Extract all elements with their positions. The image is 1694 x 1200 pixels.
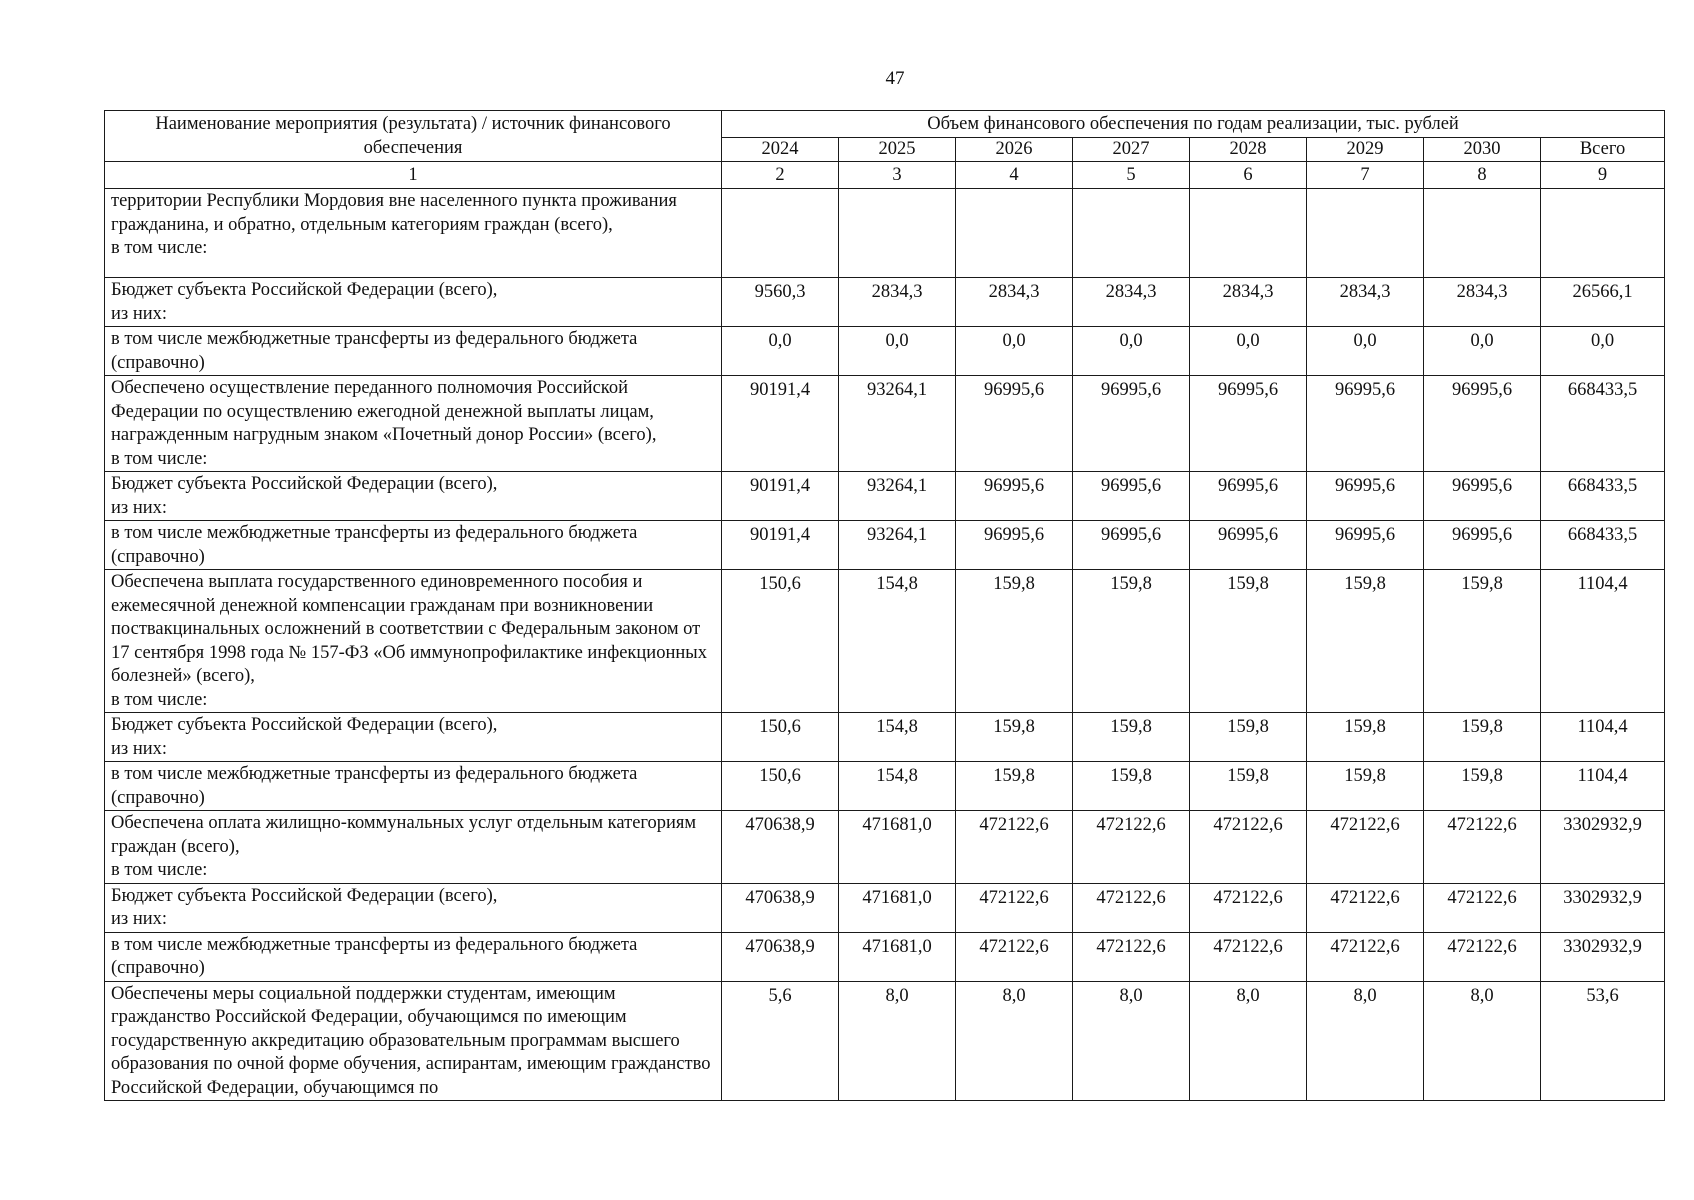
row-year-value: 9560,3: [722, 278, 839, 327]
row-year-value: 159,8: [1190, 570, 1307, 713]
column-number: 1: [105, 162, 722, 189]
row-year-value: 159,8: [1190, 762, 1307, 811]
table-row: [105, 278, 1665, 327]
row-total-value: 668433,5: [1541, 472, 1665, 521]
row-name: Обеспечено осуществление переданного полномочия Российской Федерации по осуществлению ежегодной денежной выплаты лицам, награжденным нагрудным знаком «Почетный донор России» (всего), в том числе:: [105, 376, 722, 472]
row-total-value: 3302932,9: [1541, 932, 1665, 981]
row-year-value: 472122,6: [1307, 883, 1424, 932]
row-year-value: [956, 189, 1073, 278]
row-year-value: 472122,6: [1190, 883, 1307, 932]
row-year-value: 96995,6: [956, 376, 1073, 472]
row-year-value: 96995,6: [1190, 521, 1307, 570]
row-year-value: 471681,0: [839, 811, 956, 884]
row-year-value: 472122,6: [956, 883, 1073, 932]
row-year-value: 0,0: [956, 327, 1073, 376]
row-year-value: [722, 189, 839, 278]
row-year-value: 0,0: [1424, 327, 1541, 376]
row-year-value: [1307, 189, 1424, 278]
row-year-value: 159,8: [1307, 762, 1424, 811]
row-year-value: 159,8: [1073, 762, 1190, 811]
row-year-value: 90191,4: [722, 472, 839, 521]
row-year-value: 159,8: [1073, 570, 1190, 713]
row-year-value: 93264,1: [839, 376, 956, 472]
column-number: 4: [956, 162, 1073, 189]
row-year-value: 90191,4: [722, 521, 839, 570]
row-year-value: 154,8: [839, 762, 956, 811]
table-row: [105, 811, 1665, 884]
row-year-value: [1190, 189, 1307, 278]
row-name: Обеспечена оплата жилищно-коммунальных услуг отдельным категориям граждан (всего), в том числе:: [105, 811, 722, 884]
row-year-value: 96995,6: [1424, 521, 1541, 570]
year-header-2028: 2028: [1190, 137, 1307, 162]
table-row: [105, 981, 1665, 1101]
row-year-value: 96995,6: [1073, 376, 1190, 472]
row-total-value: 26566,1: [1541, 278, 1665, 327]
row-year-value: 472122,6: [956, 932, 1073, 981]
row-year-value: 0,0: [839, 327, 956, 376]
row-year-value: 8,0: [839, 981, 956, 1101]
row-year-value: 472122,6: [1307, 811, 1424, 884]
column-number: 7: [1307, 162, 1424, 189]
row-name: в том числе межбюджетные трансферты из федерального бюджета (справочно): [105, 521, 722, 570]
financing-table: [104, 110, 1665, 1101]
row-year-value: 2834,3: [1190, 278, 1307, 327]
row-year-value: 96995,6: [1190, 472, 1307, 521]
row-year-value: 472122,6: [1424, 811, 1541, 884]
row-name: Бюджет субъекта Российской Федерации (всего), из них:: [105, 472, 722, 521]
year-header-2029: 2029: [1307, 137, 1424, 162]
table-row: [105, 327, 1665, 376]
row-year-value: 8,0: [1073, 981, 1190, 1101]
year-header-2027: 2027: [1073, 137, 1190, 162]
page-number: 47: [885, 68, 905, 89]
row-year-value: 472122,6: [1073, 932, 1190, 981]
row-total-value: 53,6: [1541, 981, 1665, 1101]
row-year-value: 0,0: [1073, 327, 1190, 376]
row-year-value: 154,8: [839, 713, 956, 762]
row-year-value: 159,8: [1424, 570, 1541, 713]
row-year-value: [1073, 189, 1190, 278]
table-body: [105, 189, 1665, 1101]
row-year-value: 159,8: [956, 762, 1073, 811]
column-number: 6: [1190, 162, 1307, 189]
table-row: [105, 189, 1665, 278]
row-year-value: 472122,6: [1424, 932, 1541, 981]
year-header-2030: 2030: [1424, 137, 1541, 162]
row-year-value: 472122,6: [1190, 811, 1307, 884]
row-name: в том числе межбюджетные трансферты из федерального бюджета (справочно): [105, 327, 722, 376]
row-year-value: 159,8: [1424, 762, 1541, 811]
row-year-value: 0,0: [1307, 327, 1424, 376]
row-year-value: 150,6: [722, 762, 839, 811]
row-name: территории Республики Мордовия вне населенного пункта проживания гражданина, и обратно, отдельным категориям граждан (всего), в том числе:: [105, 189, 722, 278]
row-year-value: 90191,4: [722, 376, 839, 472]
row-year-value: 472122,6: [1073, 883, 1190, 932]
row-year-value: 154,8: [839, 570, 956, 713]
row-year-value: 96995,6: [1307, 472, 1424, 521]
row-year-value: 150,6: [722, 713, 839, 762]
column-number: 3: [839, 162, 956, 189]
total-header: Всего: [1541, 137, 1665, 162]
row-name: Бюджет субъекта Российской Федерации (всего), из них:: [105, 278, 722, 327]
row-year-value: 96995,6: [1073, 472, 1190, 521]
row-year-value: 8,0: [1424, 981, 1541, 1101]
row-total-value: 1104,4: [1541, 762, 1665, 811]
row-year-value: 2834,3: [956, 278, 1073, 327]
table-header: [105, 111, 1665, 189]
row-year-value: 96995,6: [1190, 376, 1307, 472]
row-year-value: 472122,6: [1424, 883, 1541, 932]
row-name: в том числе межбюджетные трансферты из федерального бюджета (справочно): [105, 932, 722, 981]
row-year-value: 470638,9: [722, 883, 839, 932]
row-total-value: 3302932,9: [1541, 883, 1665, 932]
row-total-value: [1541, 189, 1665, 278]
row-year-value: 2834,3: [1424, 278, 1541, 327]
row-year-value: 472122,6: [1073, 811, 1190, 884]
year-header-2026: 2026: [956, 137, 1073, 162]
table-row: [105, 521, 1665, 570]
row-name: Бюджет субъекта Российской Федерации (всего), из них:: [105, 883, 722, 932]
row-year-value: 96995,6: [1073, 521, 1190, 570]
table-row: [105, 713, 1665, 762]
row-year-value: 0,0: [1190, 327, 1307, 376]
row-year-value: 96995,6: [1424, 472, 1541, 521]
row-year-value: 472122,6: [1307, 932, 1424, 981]
volume-caption: Объем финансового обеспечения по годам реализации, тыс. рублей: [722, 111, 1665, 138]
row-year-value: 2834,3: [1073, 278, 1190, 327]
row-year-value: 8,0: [1307, 981, 1424, 1101]
row-year-value: 0,0: [722, 327, 839, 376]
row-year-value: 93264,1: [839, 521, 956, 570]
row-year-value: 93264,1: [839, 472, 956, 521]
column-number: 5: [1073, 162, 1190, 189]
row-total-value: 668433,5: [1541, 376, 1665, 472]
row-year-value: 159,8: [1424, 713, 1541, 762]
column-number: 2: [722, 162, 839, 189]
row-year-value: 159,8: [956, 570, 1073, 713]
row-name: Обеспечены меры социальной поддержки студентам, имеющим гражданство Российской Федерации, обучающимся по имеющим государственную аккредитацию образовательным программам высшего образования по очной форме обучения, аспирантам, имеющим гражданство Российской Федерации, обучающимся по: [105, 981, 722, 1101]
table-row: [105, 376, 1665, 472]
row-year-value: 96995,6: [1307, 521, 1424, 570]
row-year-value: 471681,0: [839, 883, 956, 932]
row-year-value: 8,0: [1190, 981, 1307, 1101]
row-total-value: 668433,5: [1541, 521, 1665, 570]
row-year-value: 96995,6: [956, 521, 1073, 570]
row-year-value: 159,8: [1190, 713, 1307, 762]
row-name: Обеспечена выплата государственного единовременного пособия и ежемесячной денежной компенсации гражданам при возникновении поствакцинальных осложнений в соответствии с Федеральным законом от 17 сентября 1998 года № 157-ФЗ «Об иммунопрофилактике инфекционных болезней» (всего), в том числе:: [105, 570, 722, 713]
year-header-2025: 2025: [839, 137, 956, 162]
row-total-value: 0,0: [1541, 327, 1665, 376]
row-year-value: 2834,3: [839, 278, 956, 327]
row-year-value: 150,6: [722, 570, 839, 713]
row-year-value: 159,8: [1073, 713, 1190, 762]
row-year-value: 471681,0: [839, 932, 956, 981]
row-total-value: 3302932,9: [1541, 811, 1665, 884]
row-year-value: 470638,9: [722, 811, 839, 884]
table-row: [105, 932, 1665, 981]
table-row: [105, 472, 1665, 521]
row-year-value: 96995,6: [956, 472, 1073, 521]
row-year-value: [839, 189, 956, 278]
table-row: [105, 883, 1665, 932]
table-row: [105, 762, 1665, 811]
row-name: Бюджет субъекта Российской Федерации (всего), из них:: [105, 713, 722, 762]
row-year-value: 159,8: [1307, 570, 1424, 713]
row-year-value: 159,8: [956, 713, 1073, 762]
row-year-value: 470638,9: [722, 932, 839, 981]
row-year-value: 5,6: [722, 981, 839, 1101]
row-total-value: 1104,4: [1541, 713, 1665, 762]
row-total-value: 1104,4: [1541, 570, 1665, 713]
row-year-value: 159,8: [1307, 713, 1424, 762]
row-year-value: [1424, 189, 1541, 278]
name-column-header: Наименование мероприятия (результата) / источник финансового обеспечения: [105, 111, 722, 162]
row-year-value: 2834,3: [1307, 278, 1424, 327]
row-name: в том числе межбюджетные трансферты из федерального бюджета (справочно): [105, 762, 722, 811]
row-year-value: 96995,6: [1307, 376, 1424, 472]
year-header-2024: 2024: [722, 137, 839, 162]
table-row: [105, 570, 1665, 713]
row-year-value: 472122,6: [1190, 932, 1307, 981]
row-year-value: 96995,6: [1424, 376, 1541, 472]
column-number: 9: [1541, 162, 1665, 189]
row-year-value: 8,0: [956, 981, 1073, 1101]
row-year-value: 472122,6: [956, 811, 1073, 884]
column-number: 8: [1424, 162, 1541, 189]
